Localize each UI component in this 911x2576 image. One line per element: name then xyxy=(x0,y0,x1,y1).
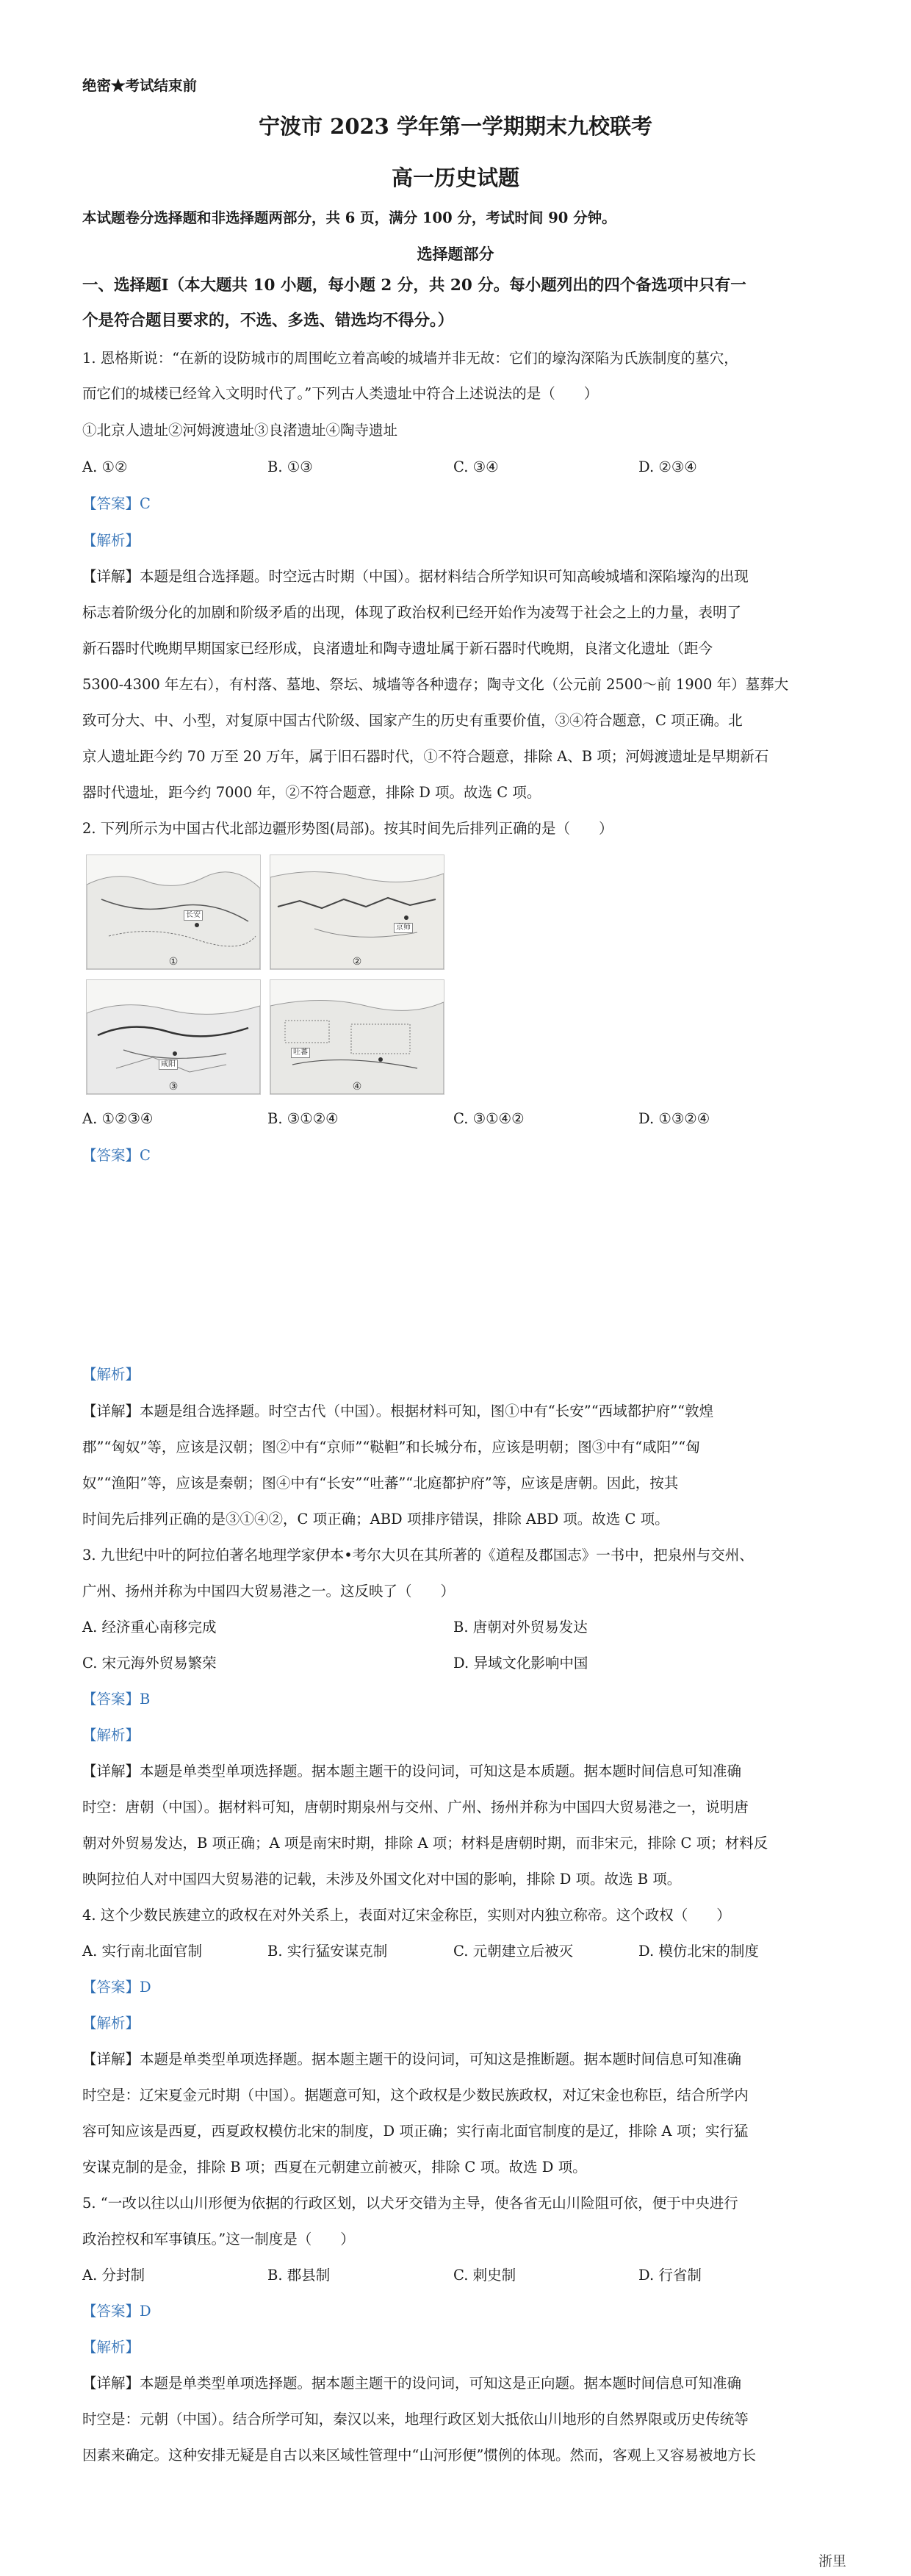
q2-option-a: A. ①②③④ xyxy=(82,1110,154,1127)
exam-instructions: 本试题卷分选择题和非选择题两部分，共 6 页，满分 100 分，考试时间 90 分钟。 xyxy=(82,209,616,226)
q1-analysis-label: 【解析】 xyxy=(82,532,140,549)
q5-option-d: D. 行省制 xyxy=(638,2267,702,2284)
q3-options-row1 xyxy=(82,1617,832,1637)
map-3-tag: 咸阳 xyxy=(159,1059,178,1070)
q4-option-c: C. 元朝建立后被灭 xyxy=(453,1943,574,1960)
q1-option-a: A. ①② xyxy=(82,458,128,475)
q2-detail: 【详解】本题是组合选择题。时空古代（中国）。根据材料可知，图①中有“长安”“西域都护府”“敦煌 xyxy=(82,1403,714,1420)
q3-detail: 映阿拉伯人对中国四大贸易港的记载，未涉及外国文化对中国的影响，排除 D 项。故选 B 项。 xyxy=(82,1871,682,1888)
q3-option-b: B. 唐朝对外贸易发达 xyxy=(453,1619,588,1636)
q3-detail: 朝对外贸易发达，B 项正确；A 项是南宋时期，排除 A 项；材料是唐朝时期，而非宋元，排除 C 项；材料反 xyxy=(82,1835,768,1852)
q2-option-b: B. ③①②④ xyxy=(267,1110,339,1127)
exam-subtitle: 高一历史试题 xyxy=(391,165,519,190)
q1-detail: 5300-4300 年左右），有村落、墓地、祭坛、城墙等各种遗存；陶寺文化（公元前 2500～前 1900 年）墓葬大 xyxy=(82,676,789,693)
q3-answer: 【答案】B xyxy=(82,1691,151,1708)
map-2 xyxy=(270,855,444,970)
q2-options xyxy=(82,1109,832,1129)
map-1-drawing xyxy=(87,855,260,969)
q4-detail: 安谋克制的是金，排除 B 项；西夏在元朝建立前被灭，排除 C 项。故选 D 项。 xyxy=(82,2159,587,2176)
q1-detail: 京人遗址距今约 70 万至 20 万年，属于旧石器时代，①不符合题意，排除 A、B 项；河姆渡遗址是早期新石 xyxy=(82,748,769,765)
q1-items: ①北京人遗址②河姆渡遗址③良渚遗址④陶寺遗址 xyxy=(82,422,398,439)
q4-analysis-label: 【解析】 xyxy=(82,2015,140,2032)
q4-detail: 【详解】本题是单类型单项选择题。据本题主题干的设问词，可知这是推断题。据本题时间信息可知准确 xyxy=(82,2051,742,2068)
map-2-drawing xyxy=(270,855,444,969)
map-1-tag: 长安 xyxy=(184,910,203,921)
map-4-number: ④ xyxy=(352,1081,362,1093)
q1-detail: 标志着阶级分化的加剧和阶级矛盾的出现，体现了政治权利已经开始作为凌驾于社会之上的力量，表明了 xyxy=(82,604,742,621)
q2-detail: 奴”“渔阳”等，应该是秦朝；图④中有“长安”“吐蕃”“北庭都护府”等，应该是唐朝。因此，按其 xyxy=(82,1475,679,1492)
q5-detail: 因素来确定。这种安排无疑是自古以来区域性管理中“山河形便”惯例的体现。然而，客观上又容易被地方长 xyxy=(82,2447,756,2464)
q5-options xyxy=(82,2265,832,2285)
q5-stem: 5. “一改以往以山川形便为依据的行政区划，以犬牙交错为主导，使各省无山川险阻可依，便于中央进行 xyxy=(82,2195,738,2212)
q1-option-b: B. ①③ xyxy=(267,458,313,475)
section-heading-cont: 个是符合题目要求的，不选、多选、错选均不得分。） xyxy=(82,312,454,330)
q4-option-d: D. 模仿北宋的制度 xyxy=(638,1943,759,1960)
q1-detail: 【详解】本题是组合选择题。时空远古时期（中国）。据材料结合所学知识可知高峻城墙和深陷壕沟的出现 xyxy=(82,568,749,585)
q4-detail: 时空是：辽宋夏金元时期（中国）。据题意可知，这个政权是少数民族政权，对辽宋金也称臣，结合所学内 xyxy=(82,2087,749,2104)
q3-options-row2 xyxy=(82,1653,832,1673)
section-heading: 一、选择题Ⅰ（本大题共 10 小题，每小题 2 分，共 20 分。每小题列出的四个备选项中只有一 xyxy=(82,276,746,295)
q2-analysis-label: 【解析】 xyxy=(82,1366,140,1383)
map-1-number: ① xyxy=(168,956,179,968)
q1-answer: 【答案】C xyxy=(82,495,151,512)
map-1 xyxy=(86,855,261,970)
q5-detail: 【详解】本题是单类型单项选择题。据本题主题干的设问词，可知这是正向题。据本题时间信息可知准确 xyxy=(82,2375,742,2392)
map-2-number: ② xyxy=(352,956,362,968)
q3-stem: 广州、扬州并称为中国四大贸易港之一。这反映了（ ） xyxy=(82,1583,455,1600)
map-3 xyxy=(86,979,261,1095)
q5-option-a: A. 分封制 xyxy=(82,2267,145,2284)
page-footer: 浙里 xyxy=(818,2553,846,2569)
secret-label: 绝密★考试结束前 xyxy=(82,77,198,94)
q5-detail: 时空是：元朝（中国）。结合所学可知，秦汉以来，地理行政区划大抵依山川地形的自然界限或历史传统等 xyxy=(82,2411,749,2428)
q1-stem: 1. 恩格斯说：“在新的设防城市的周围屹立着高峻的城墙并非无故：它们的壕沟深陷为氏族制度的墓穴， xyxy=(82,350,738,367)
q5-analysis-label: 【解析】 xyxy=(82,2339,140,2356)
q5-stem: 政治控权和军事镇压。”这一制度是（ ） xyxy=(82,2231,355,2248)
q4-options xyxy=(82,1941,832,1961)
q1-detail: 器时代遗址，距今约 7000 年，②不符合题意，排除 D 项。故选 C 项。 xyxy=(82,784,541,801)
q1-option-d: D. ②③④ xyxy=(638,458,697,475)
map-3-drawing xyxy=(87,980,260,1094)
q2-detail: 时间先后排列正确的是③①④②，C 项正确；ABD 项排序错误，排除 ABD 项。故选 C 项。 xyxy=(82,1511,669,1528)
q4-answer: 【答案】D xyxy=(82,1979,151,1996)
exam-title: 宁波市 2023 学年第一学期期末九校联考 xyxy=(259,114,652,139)
q3-option-c: C. 宋元海外贸易繁荣 xyxy=(82,1655,217,1672)
map-4 xyxy=(270,979,444,1095)
q1-stem: 而它们的城楼已经耸入文明时代了。”下列古人类遗址中符合上述说法的是（ ） xyxy=(82,385,599,402)
q2-answer: 【答案】C xyxy=(82,1147,151,1164)
part-heading: 选择题部分 xyxy=(417,245,494,263)
frontier-map-figure xyxy=(86,855,444,1097)
q1-detail: 新石器时代晚期早期国家已经形成，良渚遗址和陶寺遗址属于新石器时代晚期，良渚文化遗址（距今 xyxy=(82,640,713,657)
q3-detail: 时空：唐朝（中国）。据材料可知，唐朝时期泉州与交州、广州、扬州并称为中国四大贸易港之一，说明唐 xyxy=(82,1799,749,1816)
q1-options xyxy=(82,457,832,477)
q3-stem: 3. 九世纪中叶的阿拉伯著名地理学家伊本•考尔大贝在其所著的《道程及郡国志》一书中，把泉州与交州、 xyxy=(82,1547,754,1564)
q3-analysis-label: 【解析】 xyxy=(82,1727,140,1744)
q2-detail: 郡”“匈奴”等，应该是汉朝；图②中有“京师”“鞑靼”和长城分布，应该是明朝；图③中有“咸阳”“匈 xyxy=(82,1439,700,1456)
map-4-drawing xyxy=(270,980,444,1094)
q3-option-a: A. 经济重心南移完成 xyxy=(82,1619,217,1636)
map-2-tag: 京师 xyxy=(394,923,413,933)
q1-detail: 致可分大、中、小型，对复原中国古代阶级、国家产生的历史有重要价值，③④符合题意，C 项正确。北 xyxy=(82,712,743,729)
map-4-tag: 吐蕃 xyxy=(291,1048,310,1058)
q5-answer: 【答案】D xyxy=(82,2303,151,2320)
q2-stem: 2. 下列所示为中国古代北部边疆形势图(局部)。按其时间先后排列正确的是（ ） xyxy=(82,820,613,837)
q3-option-d: D. 异域文化影响中国 xyxy=(453,1655,588,1672)
q4-option-b: B. 实行猛安谋克制 xyxy=(267,1943,388,1960)
q1-option-c: C. ③④ xyxy=(453,458,499,475)
q2-option-c: C. ③①④② xyxy=(453,1110,525,1127)
q2-option-d: D. ①③②④ xyxy=(638,1110,710,1127)
q3-detail: 【详解】本题是单类型单项选择题。据本题主题干的设问词，可知这是本质题。据本题时间信息可知准确 xyxy=(82,1763,742,1780)
q5-option-c: C. 刺史制 xyxy=(453,2267,516,2284)
q4-detail: 容可知应该是西夏，西夏政权模仿北宋的制度，D 项正确；实行南北面官制度的是辽，排除 A 项；实行猛 xyxy=(82,2123,749,2140)
q4-stem: 4. 这个少数民族建立的政权在对外关系上，表面对辽宋金称臣，实则对内独立称帝。这个政权（ ） xyxy=(82,1907,731,1924)
q4-option-a: A. 实行南北面官制 xyxy=(82,1943,202,1960)
map-3-number: ③ xyxy=(168,1081,179,1093)
q5-option-b: B. 郡县制 xyxy=(267,2267,331,2284)
